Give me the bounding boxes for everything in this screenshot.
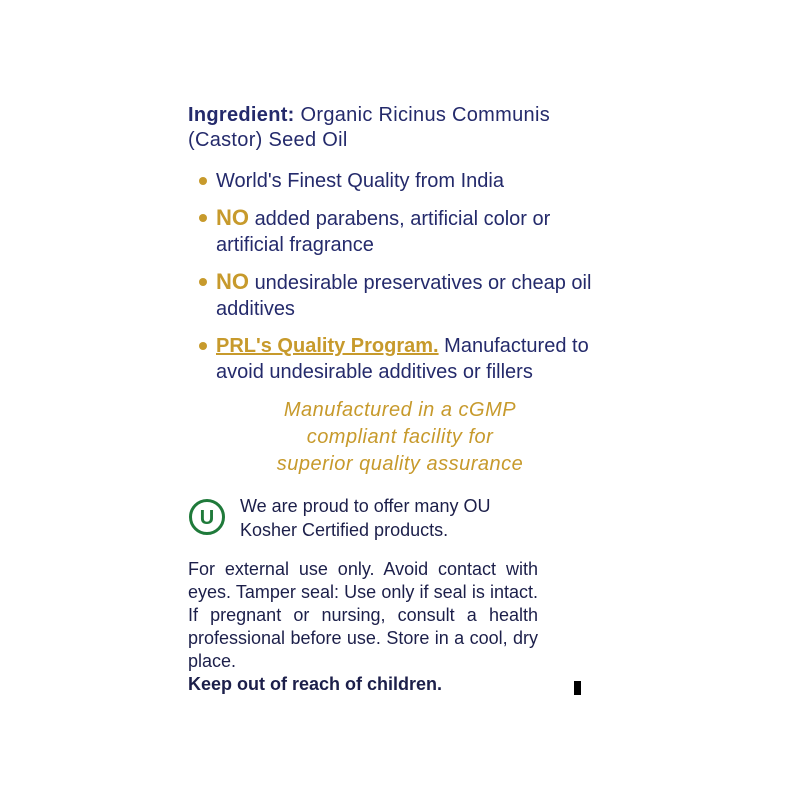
feature-text: Manufactured to avoid undesirable additives or fillers: [216, 335, 589, 383]
list-item: [196, 205, 616, 258]
children-warning: Keep out of reach of children.: [188, 674, 443, 694]
bullet-dot-icon: [199, 342, 207, 350]
ingredient-label: Ingredient:: [188, 104, 295, 126]
cgmp-line: superior quality assurance: [276, 453, 524, 475]
bullet-dot-icon: [199, 214, 207, 222]
cgmp-line: Manufactured in a cGMP: [283, 399, 517, 421]
bullet-dot-icon: [199, 177, 207, 185]
feature-list: [196, 168, 616, 396]
kosher-certification: [188, 494, 548, 544]
warning-text-block: [188, 558, 538, 696]
ingredient-statement: [188, 103, 628, 153]
kosher-text: We are proud to offer many OU Kosher Certified products.: [240, 496, 491, 540]
bullet-dot-icon: [199, 278, 207, 286]
no-emphasis: NO: [216, 205, 249, 230]
list-item: [196, 168, 616, 194]
quality-program-link[interactable]: PRL's Quality Program.: [216, 335, 439, 357]
cgmp-statement: [240, 397, 560, 478]
warning-text: For external use only. Avoid contact with eyes. Tamper seal: Use only if seal is intact. If pregnant or nursing, consult a health professional before use. Store in a cool, dry place.: [188, 559, 538, 671]
ou-symbol: U: [199, 507, 215, 529]
list-item: [196, 333, 616, 385]
feature-text: added parabens, artificial color or artificial fragrance: [216, 208, 551, 256]
print-registration-mark: [574, 681, 581, 695]
feature-text: World's Finest Quality from India: [216, 170, 504, 192]
list-item: [196, 269, 616, 322]
no-emphasis: NO: [216, 269, 249, 294]
ou-kosher-icon: [188, 498, 226, 536]
cgmp-line: compliant facility for: [306, 426, 494, 448]
ingredient-text: Organic Ricinus Communis (Castor) Seed Oil: [188, 104, 550, 151]
feature-text: undesirable preservatives or cheap oil additives: [216, 272, 592, 320]
